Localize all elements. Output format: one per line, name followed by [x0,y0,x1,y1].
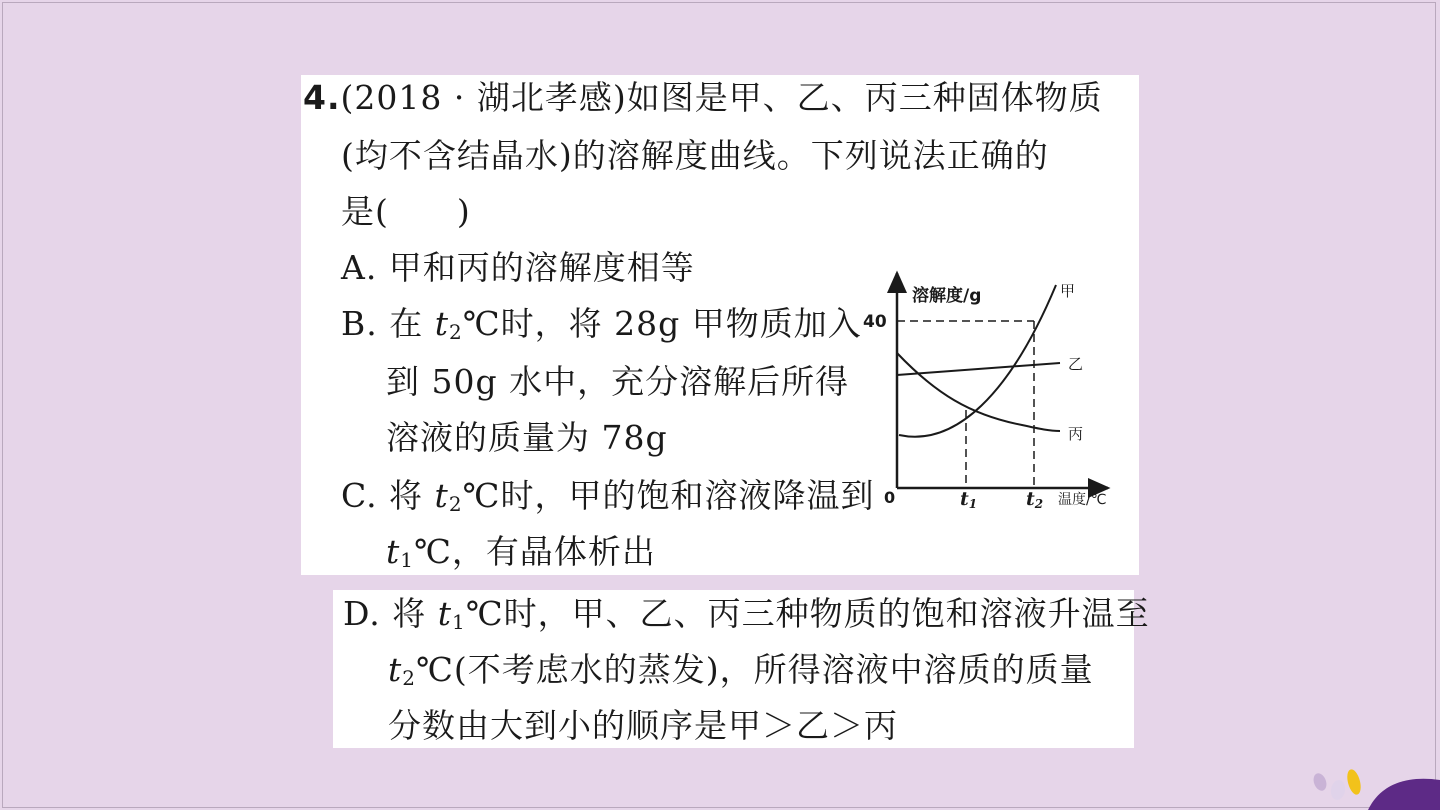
option-c-text: ℃时，甲的饱和溶液降温到 [462,476,875,515]
option-b-line-2: 到 50g 水中，充分溶解后所得 [386,362,850,401]
option-a: A. 甲和丙的溶解度相等 [341,248,695,287]
x-axis-label: 温度/℃ [1058,492,1107,508]
option-d-line-3: 分数由大到小的顺序是甲＞乙＞丙 [388,706,898,745]
t2-tick-label: t2 [1026,488,1044,511]
option-c-line-1 [341,477,874,523]
question-number: 4. [303,78,341,117]
option-d-temp-2: $t_2$ [388,650,416,690]
series-jia [899,285,1056,437]
option-b-prefix: B. 在 [341,304,435,343]
option-d-card [333,590,1150,748]
option-d-prefix: D. 将 [343,594,438,633]
t1-tick-label: t1 [960,488,978,511]
option-b-text: ℃时，将 28g 甲物质加入 [462,304,862,343]
option-d-temp: $t_1$ [437,594,466,634]
option-c-line-2 [386,533,656,579]
option-b-line-1 [341,305,862,351]
option-c-temp: $t_2$ [434,476,463,516]
option-d-line-2 [388,651,1094,697]
series-yi [897,363,1060,375]
option-c-prefix: C. 将 [341,476,435,515]
y-tick-40: 40 [863,312,887,332]
question-line-1 [303,79,1103,117]
series-yi-label: 乙 [1068,355,1084,373]
y-axis-label: 溶解度/g [912,286,982,306]
option-b-line-3: 溶液的质量为 78g [386,418,668,457]
series-bing-label: 丙 [1068,425,1084,443]
series-jia-label: 甲 [1060,282,1076,300]
option-d-text: ℃时，甲、乙、丙三种物质的饱和溶液升温至 [465,594,1150,633]
corner-decoration [1310,760,1440,810]
question-line-3: 是( ) [341,192,471,231]
option-b-temp: $t_2$ [434,304,463,344]
solubility-chart [860,265,1130,515]
question-line-2: (均不含结晶水)的溶解度曲线。下列说法正确的 [341,136,1049,175]
origin-label: 0 [884,488,896,507]
option-d-line-1 [343,595,1150,641]
option-d-text-2: ℃(不考虑水的蒸发)，所得溶液中溶质的质量 [416,650,1094,689]
question-text-1: (2018 · 湖北孝感)如图是甲、乙、丙三种固体物质 [340,78,1103,117]
option-c-temp-2: $t_1$ [386,532,414,572]
option-c-text-2: ℃，有晶体析出 [414,532,656,571]
